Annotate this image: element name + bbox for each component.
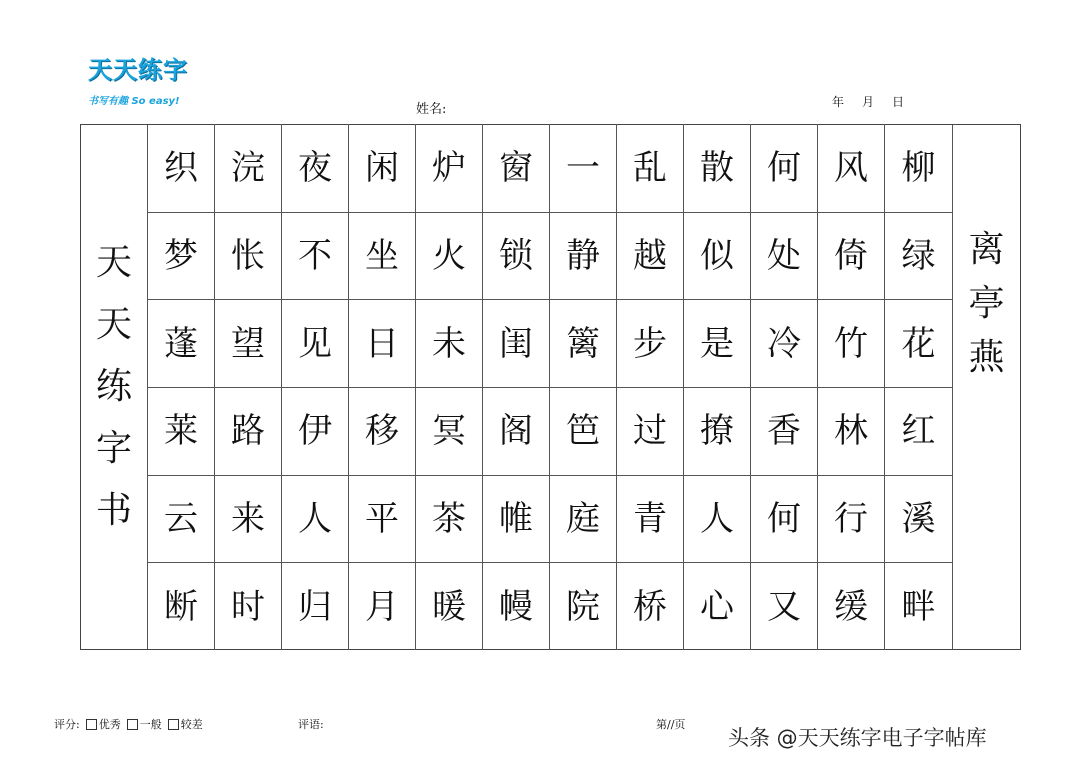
- character-cell: 风: [834, 147, 868, 188]
- option-poor[interactable]: [168, 716, 203, 732]
- character-cell: 梦: [148, 212, 214, 300]
- poem-column: [550, 124, 617, 650]
- character-cell: 竹: [818, 299, 884, 387]
- score-label: 评分:: [54, 718, 80, 731]
- character-cell: 幔: [483, 562, 549, 650]
- character-cell: 平: [349, 475, 415, 563]
- character-cell: 望: [215, 299, 281, 387]
- score-section: [54, 716, 203, 732]
- character-cell: 闺: [483, 299, 549, 387]
- character-cell: 红: [885, 387, 952, 475]
- option-label: 优秀: [98, 718, 121, 731]
- poem-column: [349, 124, 416, 650]
- character-cell: 溪: [885, 475, 952, 563]
- character-cell: 月: [349, 562, 415, 650]
- poem-column: [282, 124, 349, 650]
- character-cell: 乱: [633, 147, 667, 188]
- character-cell: 移: [349, 387, 415, 475]
- character-cell: 桥: [617, 562, 683, 650]
- character-cell: 花: [885, 299, 952, 387]
- day-label: 日: [892, 95, 905, 109]
- character-cell: 时: [215, 562, 281, 650]
- character-cell: 似: [684, 212, 750, 300]
- character-cell: 散: [700, 147, 734, 188]
- character-cell: 倚: [818, 212, 884, 300]
- character-cell: 人: [684, 475, 750, 563]
- left-title-char: 练: [95, 366, 132, 407]
- option-average[interactable]: [127, 716, 162, 732]
- character-cell: 青: [617, 475, 683, 563]
- character-cell: 柳: [901, 147, 936, 188]
- checkbox[interactable]: [127, 719, 138, 730]
- character-cell: 冷: [751, 299, 817, 387]
- checkbox[interactable]: [168, 719, 179, 730]
- character-cell: 窗: [499, 147, 533, 188]
- right-title-char: 亭: [968, 283, 1005, 324]
- left-title-char: 字: [95, 428, 132, 469]
- left-title-column: [81, 125, 148, 649]
- character-cell: 又: [751, 562, 817, 650]
- character-cell: 绿: [885, 212, 952, 300]
- character-cell: 蓬: [148, 299, 214, 387]
- character-cell: 篱: [550, 299, 616, 387]
- right-title-column: [952, 125, 1020, 649]
- option-excellent[interactable]: [86, 716, 121, 732]
- poem-column: [684, 124, 751, 650]
- character-cell: 莱: [148, 387, 214, 475]
- right-title-char: 离: [968, 229, 1005, 270]
- character-cell: 不: [282, 212, 348, 300]
- character-cell: 一: [566, 147, 600, 188]
- option-label: 一般: [139, 718, 162, 731]
- character-cell: 锁: [483, 212, 549, 300]
- character-cell: 行: [818, 475, 884, 563]
- character-cell: 伊: [282, 387, 348, 475]
- character-cell: 是: [684, 299, 750, 387]
- character-cell: 暖: [416, 562, 482, 650]
- character-cell: 来: [215, 475, 281, 563]
- option-label: 较差: [180, 718, 203, 731]
- watermark: 头条 @天天练字电子字帖库: [728, 726, 987, 750]
- character-cell: 见: [282, 299, 348, 387]
- character-cell: 织: [164, 147, 198, 188]
- character-cell: 冥: [416, 387, 482, 475]
- character-cell: 缓: [818, 562, 884, 650]
- checkbox[interactable]: [86, 719, 97, 730]
- character-cell: 何: [751, 475, 817, 563]
- character-cell: 静: [550, 212, 616, 300]
- character-cell: 断: [148, 562, 214, 650]
- poem-column: [751, 124, 818, 650]
- character-cell: 阁: [483, 387, 549, 475]
- character-cell: 撩: [684, 387, 750, 475]
- character-cell: 炉: [432, 147, 466, 188]
- character-cell: 夜: [298, 147, 332, 188]
- character-cell: 庭: [550, 475, 616, 563]
- character-cell: 路: [215, 387, 281, 475]
- poem-column: [818, 124, 885, 650]
- character-cell: 香: [751, 387, 817, 475]
- year-label: 年: [832, 95, 845, 109]
- poem-column: [483, 124, 550, 650]
- poem-column: [617, 124, 684, 650]
- character-cell: 未: [416, 299, 482, 387]
- character-cell: 归: [282, 562, 348, 650]
- brand-slogan: 书写有趣 So easy!: [88, 96, 180, 107]
- name-label: 姓名:: [416, 102, 447, 117]
- character-cell: 何: [767, 147, 801, 188]
- calligraphy-grid: [80, 124, 1021, 650]
- character-cell: 步: [617, 299, 683, 387]
- character-cell: 茶: [416, 475, 482, 563]
- character-cell: 笆: [550, 387, 616, 475]
- character-cell: 怅: [215, 212, 281, 300]
- page-number: 第//页: [656, 718, 686, 731]
- left-title-char: 书: [95, 490, 132, 531]
- comment-label: 评语:: [298, 718, 324, 731]
- character-cell: 日: [349, 299, 415, 387]
- date-labels: [832, 93, 904, 110]
- poem-column: [885, 124, 952, 650]
- brand-logo: 天天练字: [88, 56, 188, 84]
- poem-column: [416, 124, 483, 650]
- character-cell: 院: [550, 562, 616, 650]
- poem-column: [215, 124, 282, 650]
- left-title-char: 天: [95, 304, 132, 345]
- right-title-char: 燕: [968, 337, 1005, 378]
- month-label: 月: [862, 95, 875, 109]
- character-cell: 处: [751, 212, 817, 300]
- character-cell: 心: [684, 562, 750, 650]
- character-cell: 人: [282, 475, 348, 563]
- character-cell: 越: [617, 212, 683, 300]
- character-cell: 帷: [483, 475, 549, 563]
- character-cell: 过: [617, 387, 683, 475]
- character-cell: 畔: [885, 562, 952, 650]
- character-cell: 火: [416, 212, 482, 300]
- character-cell: 浣: [231, 147, 265, 188]
- character-cell: 云: [148, 475, 214, 563]
- character-cell: 坐: [349, 212, 415, 300]
- character-cell: 闲: [365, 147, 399, 188]
- left-title-char: 天: [95, 242, 132, 283]
- character-cell: 林: [818, 387, 884, 475]
- poem-column: [148, 124, 215, 650]
